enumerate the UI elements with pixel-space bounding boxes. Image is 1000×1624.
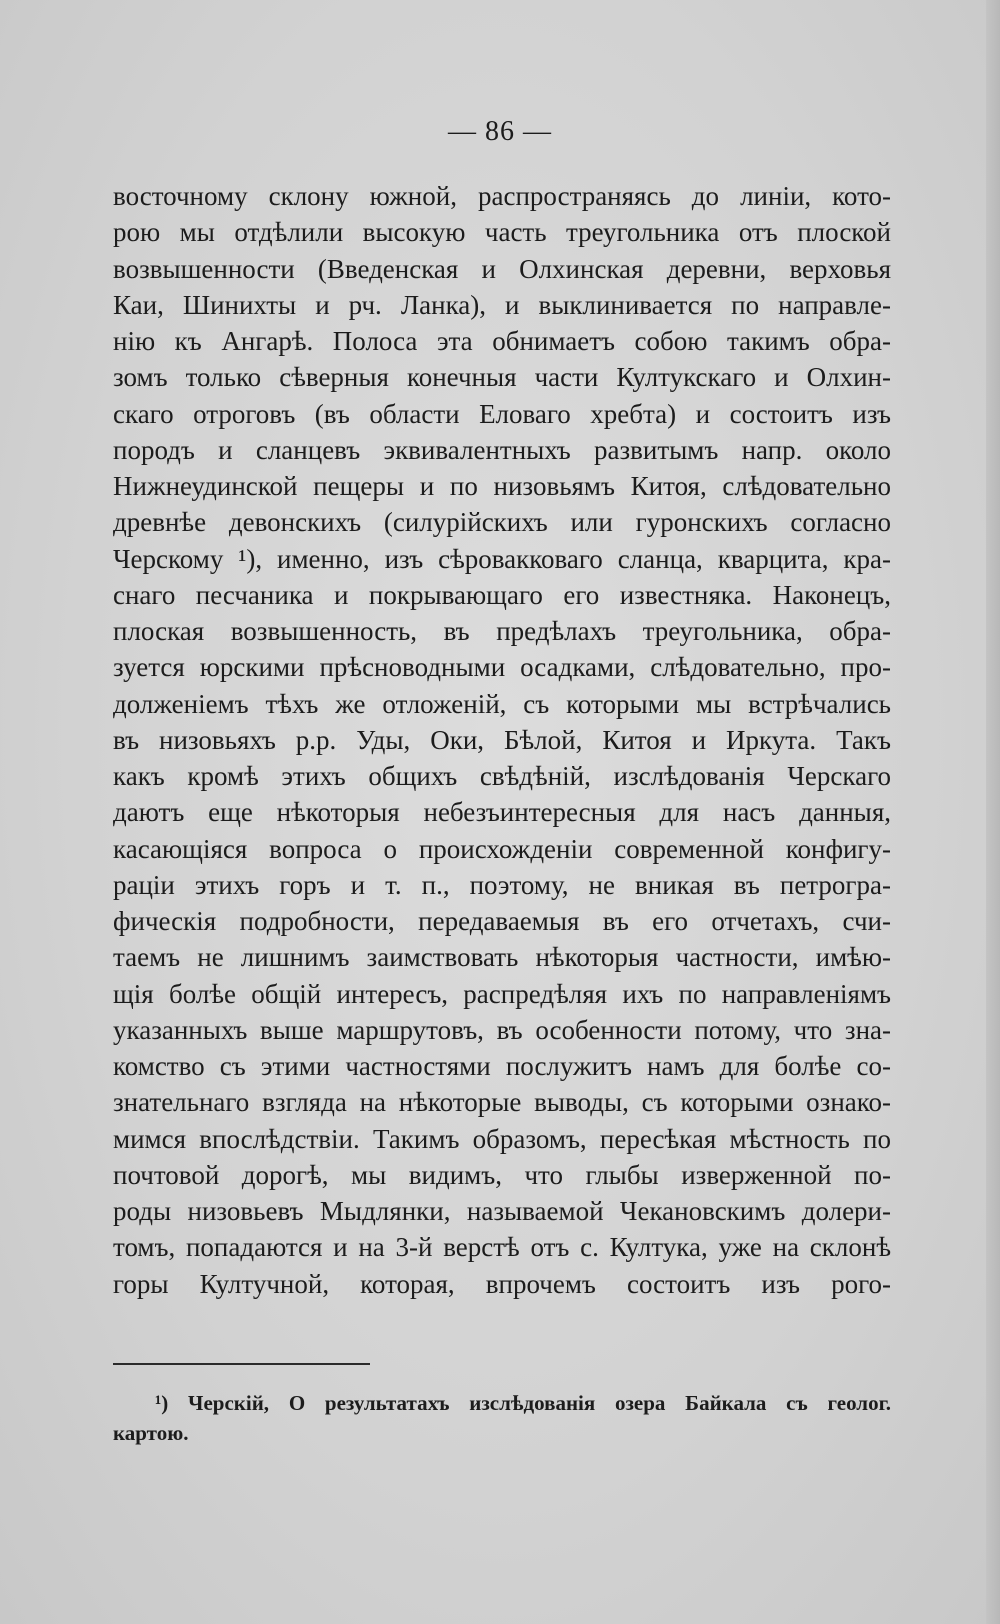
- text-line: даютъ еще нѣкоторыя небезъинтересныя для насъ данныя,: [113, 797, 891, 828]
- footnote-rule: [113, 1363, 370, 1365]
- footnote: [113, 1388, 891, 1448]
- text-line: зомъ только сѣверныя конечныя части Култукскаго и Олхин-: [113, 362, 891, 393]
- text-line: снаго песчаника и покрывающаго его известняка. Наконецъ,: [113, 579, 891, 610]
- text-line: горы Култучной, которая, впрочемъ состоитъ изъ рого-: [113, 1268, 891, 1299]
- text-line: зуется юрскими прѣсноводными осадками, слѣдовательно, про-: [113, 652, 891, 683]
- body-text: [113, 178, 891, 1302]
- text-line: возвышенности (Введенская и Олхинская деревни, верховья: [113, 253, 891, 284]
- text-line: мимся впослѣдствіи. Такимъ образомъ, пересѣкая мѣстность по: [113, 1123, 891, 1154]
- text-line: почтовой дорогѣ, мы видимъ, что глыбы изверженной по-: [113, 1159, 891, 1190]
- footnote-line: картою.: [113, 1421, 189, 1445]
- text-line: раціи этихъ горъ и т. п., поэтому, не вникая въ петрогра-: [113, 869, 891, 900]
- page-edge: [986, 0, 1000, 1624]
- text-line: щія болѣе общій интересъ, распредѣляя ихъ по направленіямъ: [113, 978, 891, 1009]
- text-line: Черскому ¹), именно, изъ сѣровакковаго сланца, кварцита, кра-: [113, 543, 891, 574]
- text-line: рою мы отдѣлили высокую часть треугольника отъ плоской: [113, 217, 891, 248]
- text-line: касающіяся вопроса о происхожденіи современной конфигу-: [113, 833, 891, 864]
- text-line: въ низовьяхъ р.р. Уды, Оки, Бѣлой, Китоя и Иркута. Такъ: [113, 724, 891, 755]
- text-line: таемъ не лишнимъ заимствовать нѣкоторыя частности, имѣю-: [113, 942, 891, 973]
- text-line: знательнаго взгляда на нѣкоторые выводы, съ которыми ознако-: [113, 1087, 891, 1118]
- text-line: восточному склону южной, распространяясь до линіи, кото-: [113, 181, 891, 211]
- text-line: скаго отроговъ (въ области Еловаго хребта) и состоитъ изъ: [113, 398, 891, 429]
- text-line: породъ и сланцевъ эквивалентныхъ развитымъ напр. около: [113, 434, 891, 465]
- text-line: фическія подробности, передаваемыя въ его отчетахъ, счи-: [113, 906, 891, 936]
- text-line: комство съ этими частностями послужитъ намъ для болѣе со-: [113, 1051, 891, 1081]
- text-line: нію къ Ангарѣ. Полоса эта обнимаетъ собою такимъ обра-: [113, 326, 891, 356]
- text-line: Нижнеудинской пещеры и по низовьямъ Китоя, слѣдовательно: [113, 471, 891, 501]
- footnote-line: ¹) Черскій, О результатахъ изслѣдованія озера Байкала съ геолог.: [155, 1391, 891, 1415]
- text-line: томъ, попадаются и на 3-й верстѣ отъ с. Култука, уже на склонѣ: [113, 1232, 891, 1263]
- page-number: — 86 —: [448, 116, 552, 147]
- text-line: долженіемъ тѣхъ же отложеній, съ которыми мы встрѣчались: [113, 688, 891, 719]
- text-line: какъ кромѣ этихъ общихъ свѣдѣній, изслѣдованія Черскаго: [113, 761, 891, 791]
- text-line: древнѣе девонскихъ (силурійскихъ или гуронскихъ согласно: [113, 507, 891, 538]
- text-line: Каи, Шинихты и рч. Ланка), и выклинивается по направле-: [113, 289, 891, 320]
- text-line: указанныхъ выше маршрутовъ, въ особенности потому, что зна-: [113, 1014, 891, 1045]
- text-line: плоская возвышенность, въ предѣлахъ треугольника, обра-: [113, 616, 891, 646]
- text-line: роды низовьевъ Мыдлянки, называемой Чекановскимъ долери-: [113, 1196, 891, 1226]
